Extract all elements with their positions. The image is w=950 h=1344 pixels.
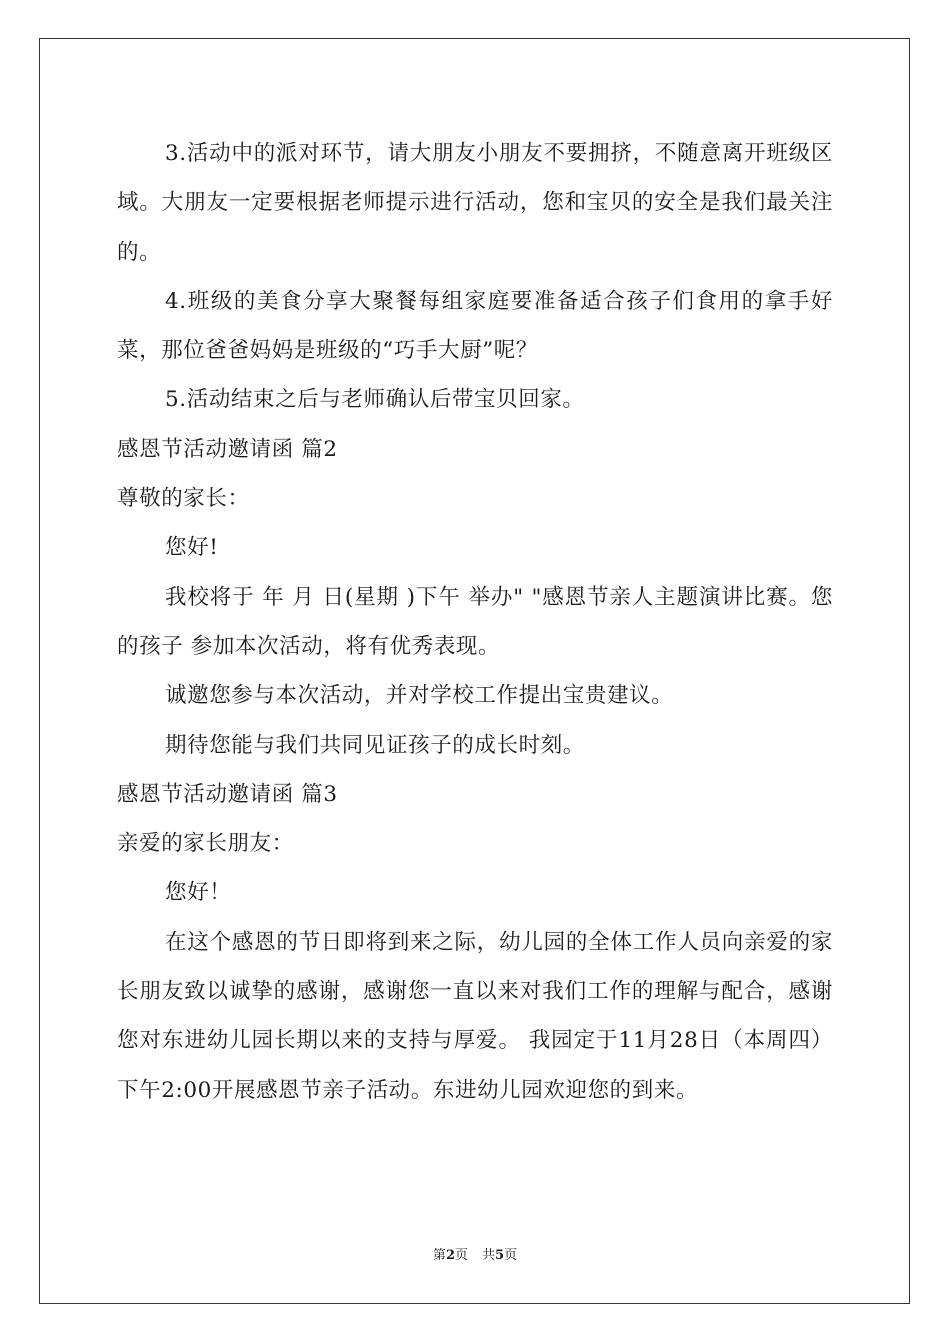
paragraph-item-4: 4.班级的美食分享大聚餐每组家庭要准备适合孩子们食用的拿手好菜，那位爸爸妈妈是班级的“巧手大厨”呢？ — [117, 288, 833, 364]
total-pages-prefix: 共 — [482, 1248, 496, 1263]
page-footer — [0, 1247, 950, 1265]
current-page-number: 2 — [445, 1248, 455, 1263]
invitation-closing-2: 期待您能与我们共同见证孩子的成长时刻。 — [165, 732, 585, 758]
section-heading-3: 感恩节活动邀请函 篇3 — [117, 781, 338, 807]
greeting-2: 您好! — [165, 535, 219, 561]
page-number-suffix: 页 — [454, 1248, 468, 1263]
total-pages-suffix: 页 — [504, 1248, 518, 1263]
salutation-2: 尊敬的家长： — [117, 486, 250, 512]
greeting-3: 您好！ — [165, 880, 232, 906]
paragraph-item-5: 5.活动结束之后与老师确认后带宝贝回家。 — [165, 387, 585, 413]
paragraph-item-3: 3.活动中的派对环节，请大朋友小朋友不要拥挤，不随意离开班级区域。大朋友一定要根据老师提示进行活动，您和宝贝的安全是我们最关注的。 — [117, 141, 833, 265]
invitation-request-2: 诚邀您参与本次活动，并对学校工作提出宝贵建议。 — [165, 683, 674, 709]
total-page-count: 5 — [495, 1248, 505, 1263]
invitation-body-3: 在这个感恩的节日即将到来之际，幼儿园的全体工作人员向亲爱的家长朋友致以诚挚的感谢，感谢您一直以来对我们工作的理解与配合，感谢您对东进幼儿园长期以来的支持与厚爱。 我园定于11月28日（本周四）下午2:00开展感恩节亲子活动。东进幼儿园欢迎您的到来。 — [117, 929, 833, 1103]
section-heading-2: 感恩节活动邀请函 篇2 — [117, 436, 338, 462]
page-number-prefix: 第 — [432, 1248, 446, 1263]
invitation-body-2: 我校将于 年 月 日(星期 )下午 举办" "感恩节亲人主题演讲比赛。您的孩子 参加本次活动，将有优秀表现。 — [117, 584, 833, 659]
salutation-3: 亲爱的家长朋友： — [117, 831, 294, 857]
document-body — [117, 129, 833, 1115]
